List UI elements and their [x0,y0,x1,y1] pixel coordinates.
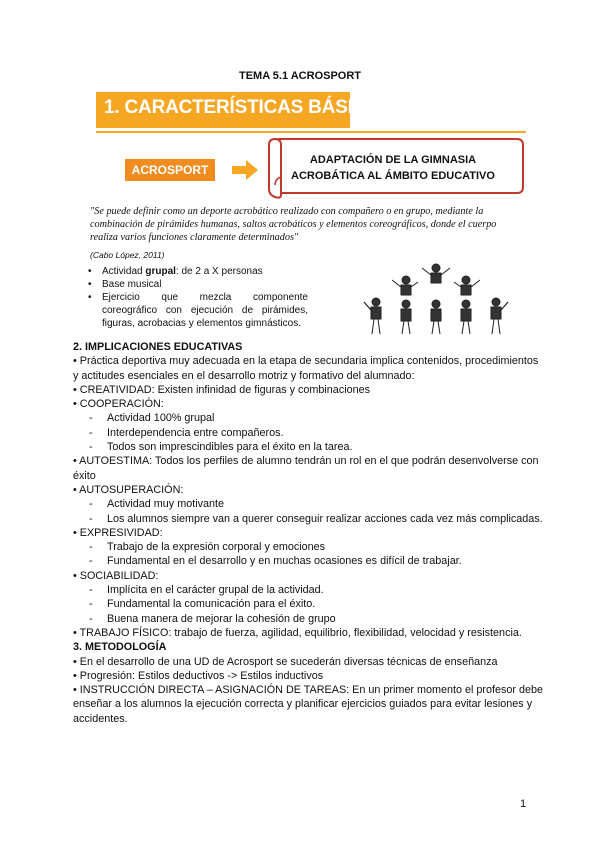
list-item: - Fundamental en el desarrollo y en muchas ocasiones es difícil de trabajar. [89,555,462,568]
list-item: - Actividad muy motivante [89,498,225,511]
feature-item: • Ejercicio que mezcla componente coreográfico con ejecución de pirámides, figuras, acrobacias y elementos gimnásticos. [88,291,308,330]
paragraph: • EXPRESIVIDAD: [73,526,163,539]
page-number: 1 [520,798,527,810]
scroll-text [282,152,504,184]
paragraph: • SOCIABILIDAD: [73,569,159,582]
section-2-heading: 2. IMPLICACIONES EDUCATIVAS [73,341,243,353]
list-item: - Trabajo de la expresión corporal y emociones [89,541,326,554]
quote-citation: (Cabo López, 2011) [90,250,165,260]
paragraph: • Progresión: Estilos deductivos -> Estilos inductivos [73,669,324,682]
paragraph: • AUTOESTIMA: Todos los perfiles de alumno tendrán un rol en el que podrán desenvolverse con éxito [73,455,539,482]
scroll-line-2: ACROBÁTICA AL ÁMBITO EDUCATIVO [291,170,495,182]
list-item: - Todos son imprescindibles para el éxito en la tarea. [89,441,353,454]
paragraph: • INSTRUCCIÓN DIRECTA – ASIGNACIÓN DE TAREAS: En un primer momento el profesor debe enseñar a los alumnos la ejecución correcta y planificar ejercicios guiados para evitar lesiones y accidentes. [73,684,543,725]
human-pyramid-illustration [356,262,516,338]
paragraph: • COOPERACIÓN: [73,398,164,411]
paragraph: • En el desarrollo de una UD de Acrosport se sucederán diversas técnicas de enseñanza [73,655,498,668]
paragraph: • TRABAJO FÍSICO: trabajo de fuerza, agilidad, equilibrio, flexibilidad, velocidad y resistencia. [73,626,522,639]
section-3-heading: 3. METODOLOGÍA [73,641,167,654]
right-arrow-icon [232,160,258,180]
list-item: - Buena manera de mejorar la cohesión de grupo [89,612,336,625]
list-item: - Fundamental la comunicación para el éxito. [89,598,316,611]
paragraph: • AUTOSUPERACIÓN: [73,483,184,496]
banner-underline [96,131,526,133]
scroll-line-1: ADAPTACIÓN DE LA GIMNASIA [309,154,477,166]
features-list [88,265,308,330]
list-item: - Los alumnos siempre van a querer conseguir realizar acciones cada vez más complicadas. [89,512,543,525]
feature-item: • Actividad grupal: de 2 a X personas [88,265,308,278]
paragraph: • Práctica deportiva muy adecuada en la etapa de secundaria implica contenidos, procedimientos y actitudes esenciales en el desarrollo motriz y formativo del alumnado: [73,355,539,382]
list-item: - Actividad 100% grupal [89,412,215,425]
main-body [73,340,543,726]
list-item: - Implícita en el carácter grupal de la actividad. [89,584,324,597]
list-item: - Interdependencia entre compañeros. [89,426,284,439]
banner-title: 1. CARACTERÍSTICAS BÁSICAS [104,97,393,118]
document-title: TEMA 5.1 ACROSPORT [238,70,362,82]
definition-quote: "Se puede definir como un deporte acrobático realizado con compañero o en grupo, mediante la combinación de pirámides humanas, saltos acrobáticos y elementos coreográficos, donde el cuerpo realiza varios funciones claramente determinados" [90,206,497,243]
acrosport-label-box: ACROSPORT [125,159,215,181]
paragraph: • CREATIVIDAD: Existen infinidad de figuras y combinaciones [73,383,371,396]
feature-item: • Base musical [88,278,308,291]
